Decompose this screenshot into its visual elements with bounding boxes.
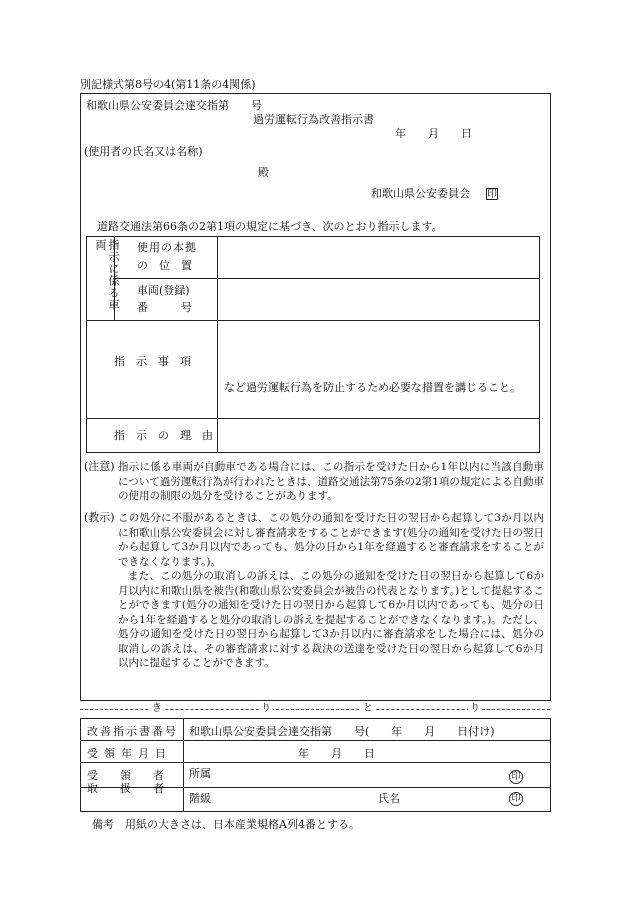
receipt-date-label: 受領年月日 [87,747,172,760]
receiver-seal: 印 [509,770,523,784]
vehicle-group-label: 指示に係る車両 [94,239,120,311]
intro-text: 道路交通法第66条の2第1項の規定に基づき、次のとおり指示します。 [97,220,443,233]
caution-label: (注意) [84,460,115,473]
issue-date: 年 月 日 [395,127,472,140]
instruction-items-text: など過労運転行為を防止するため必要な措置を講じること。 [224,381,521,394]
document-title: 過労運転行為改善指示書 [253,113,374,126]
teaching-label: (教示) [84,511,115,524]
instruction-items-label: 指 示 事 項 [114,355,191,368]
receiver-label: 受 領 者 [87,769,164,782]
rank-label: 階級 [189,792,211,805]
seal-mark: 印 [487,189,497,200]
handler-name-label: 氏名 [378,792,400,805]
paper-size-remark: 備考 用紙の大きさは、日本産業規格A列4番とする。 [92,818,360,831]
registration-label-1: 車両(登録) [137,284,190,297]
recipient-label: (使用者の氏名又は名称) [84,145,203,158]
teaching-paragraph-2: また、この処分の取消しの訴えは、この処分の通知を受けた日の翌日から起算して6か月以内に和歌山県を被告(和歌山県公安委員会が被告の代表となります。)として提起することができます(処分の通知を受けた日の翌日から起算して6か月以内であっても、処分の日から1年を経過すると処分の取消しの訴えを提起することができなくなります。)。ただし、処分の通知を受けた日の翌日から起算して3か月以内に審査請求をした場合には、処分の取消しの訴えは、その審査請求に対する裁決の送達を受けた日の翌日から起算して6か月以内に提起することができます。 [118,570,544,669]
issuer-name: 和歌山県公安委員会 [371,187,470,200]
receipt-number-label: 改善指示書番号 [87,725,178,738]
cut-line-char-t: と [363,703,373,714]
cut-line-char-k: き [152,703,162,714]
issuer-line: 和歌山県公安委員会達交指第 号 [86,99,262,112]
caution-text: 指示に係る車両が自動車である場合には、この指示を受けた日から1年以内に当該自動車について過労運転行為が行われたときは、道路交通法第75条の2第1項の規定による自動車の使用の制限の処分を受けることがあります。 [118,461,544,502]
instruction-reason-label: 指 示 の 理 由 [114,429,213,442]
affiliation-label: 所属 [189,767,211,780]
registration-label-2: 番 号 [137,301,192,314]
receipt-number-value: 和歌山県公安委員会達交指第 号( 年 月 日付け) [189,725,495,738]
handler-label: 取 扱 者 [87,782,164,795]
cut-line-char-r2: り [470,703,480,714]
form-number: 別記様式第8号の4(第11条の4関係) [80,78,256,91]
base-location-label-2: の 位 置 [137,259,192,272]
honorific: 殿 [258,166,269,179]
handler-seal: 印 [509,792,523,806]
base-location-label-1: 使用の本拠 [137,241,197,254]
cut-line-char-r1: り [261,703,271,714]
teaching-paragraph-1: この処分に不服があるときは、この処分の通知を受けた日の翌日から起算して3か月以内に和歌山県公安委員会に対し審査請求をすることができます(処分の通知を受けた日の翌日から起算して3か月以内であっても、処分の日から1年を経過すると審査請求をすることができなくなります。)。 [118,512,544,568]
receipt-date-value: 年 月 日 [298,747,375,760]
